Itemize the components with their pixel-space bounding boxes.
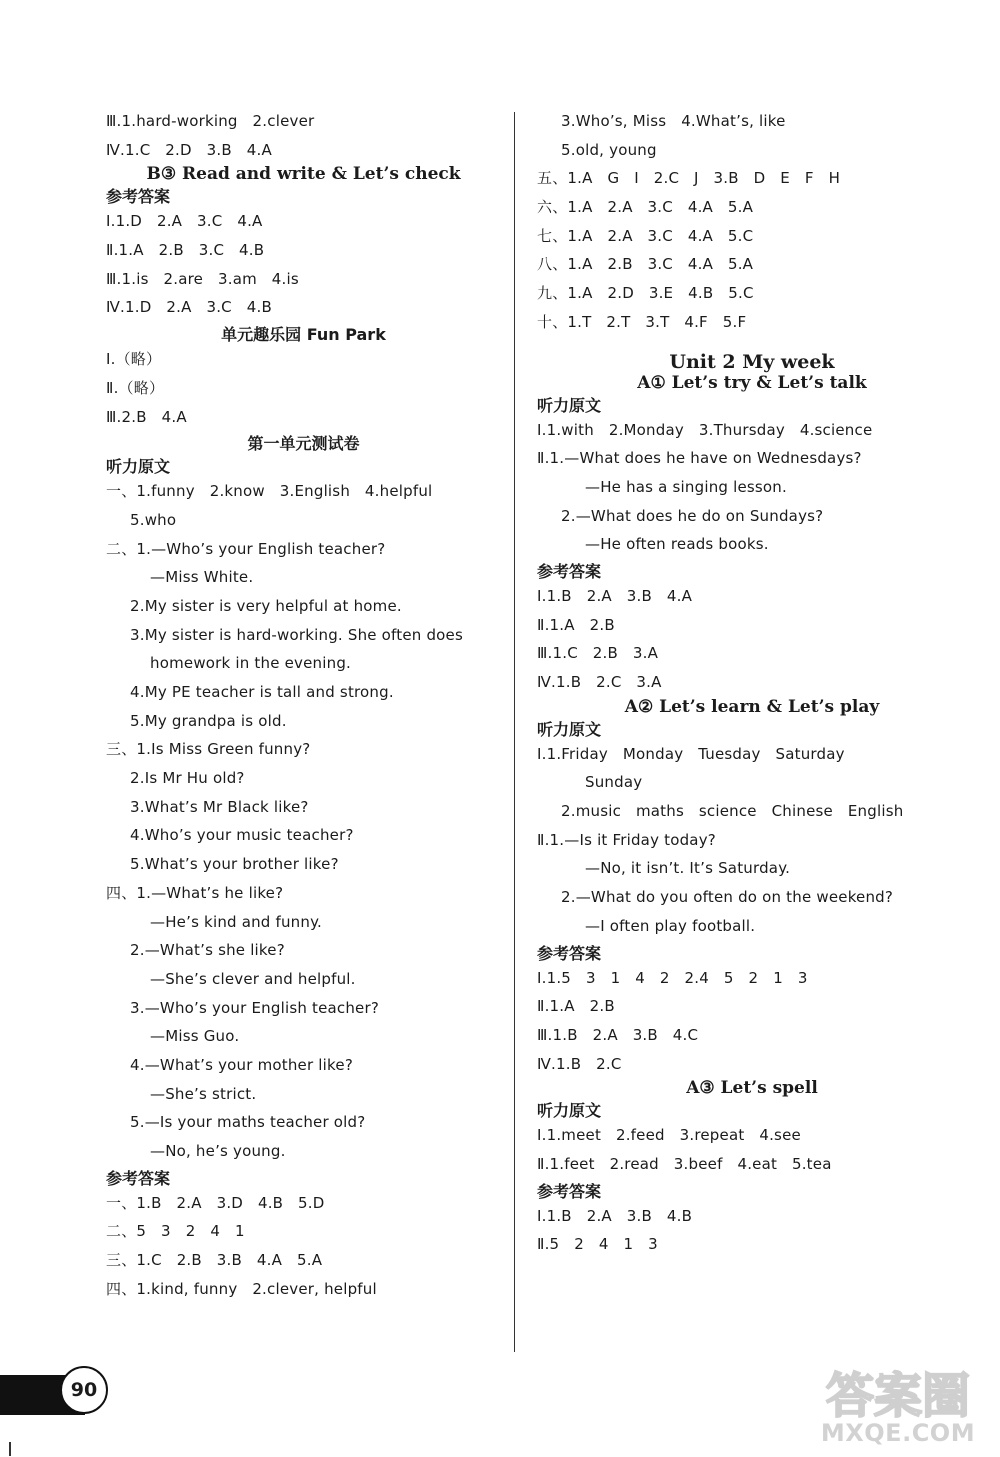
answer-line: Ⅳ.1.C 2.D 3.B 4.A <box>106 140 272 159</box>
watermark-site: MXQE.COM <box>820 1419 976 1447</box>
answer-line: 九、1.A 2.D 3.E 4.B 5.C <box>537 284 754 303</box>
answer-line: Ⅱ.（略） <box>106 378 165 397</box>
subsection-label: 参考答案 <box>106 1168 171 1188</box>
answer-line: 5.who <box>130 510 177 529</box>
answer-line: Ⅰ.1.meet 2.feed 3.repeat 4.see <box>537 1126 801 1145</box>
section-heading: 单元趣乐园 Fun Park <box>221 325 386 345</box>
answer-line: Ⅰ.1.with 2.Monday 3.Thursday 4.science <box>537 420 873 439</box>
answer-line: Ⅲ.2.B 4.A <box>106 407 187 426</box>
answer-line: Ⅰ.1.5 3 1 4 2 2.4 5 2 1 3 <box>537 968 808 987</box>
answer-line: Ⅱ.1.—What does he have on Wednesdays? <box>537 449 862 468</box>
right-column <box>537 107 967 1259</box>
answer-line: 四、1.—What’s he like? <box>106 883 284 902</box>
answer-line: —No, he’s young. <box>150 1142 286 1160</box>
answer-line: —He often reads books. <box>585 535 769 554</box>
answer-line: 六、1.A 2.A 3.C 4.A 5.A <box>537 198 754 217</box>
answer-line: Ⅱ.1.A 2.B 3.C 4.B <box>106 241 265 260</box>
answer-line: 5.old, young <box>561 140 657 159</box>
answer-line: Ⅱ.1.A 2.B <box>537 615 615 634</box>
subsection-label: 听力原文 <box>537 1101 602 1121</box>
answer-line: 2.Is Mr Hu old? <box>130 769 245 788</box>
subsection-label: 参考答案 <box>537 943 602 963</box>
answer-line: 5.—Is your maths teacher old? <box>130 1113 366 1132</box>
subsection-label: 参考答案 <box>106 187 171 207</box>
answer-line: 2.—What do you often do on the weekend? <box>561 888 894 907</box>
answer-line: Ⅳ.1.B 2.C 3.A <box>537 673 662 691</box>
section-heading: Unit 2 My week <box>669 350 835 373</box>
section-heading: A② Let’s learn & Let’s play <box>624 696 880 717</box>
answer-line: 一、1.B 2.A 3.D 4.B 5.D <box>106 1193 325 1212</box>
answer-line: —He’s kind and funny. <box>150 912 323 931</box>
answer-line: —I often play football. <box>585 916 756 935</box>
subsection-label: 听力原文 <box>106 457 171 477</box>
answer-line: —She’s clever and helpful. <box>150 969 356 988</box>
answer-line: Ⅳ.1.B 2.C <box>537 1054 622 1073</box>
page-edge-mark <box>9 1442 11 1456</box>
left-column <box>106 107 501 1303</box>
answer-line: 二、1.—Who’s your English teacher? <box>106 539 386 558</box>
answer-line: Ⅲ.1.C 2.B 3.A <box>537 644 659 663</box>
answer-line: Ⅳ.1.D 2.A 3.C 4.B <box>106 298 272 317</box>
subsection-label: 参考答案 <box>537 561 602 581</box>
answer-line: 3.—Who’s your English teacher? <box>130 998 380 1017</box>
answer-line: —Miss White. <box>150 568 254 587</box>
answer-line: Sunday <box>585 773 643 792</box>
answer-line: Ⅱ.5 2 4 1 3 <box>537 1235 658 1254</box>
answer-line: Ⅰ.1.B 2.A 3.B 4.B <box>537 1206 693 1225</box>
section-heading: 第一单元测试卷 <box>247 434 360 454</box>
answer-line: Ⅰ.1.B 2.A 3.B 4.A <box>537 586 693 605</box>
answer-line: Ⅱ.1.—Is it Friday today? <box>537 830 716 849</box>
answer-line: homework in the evening. <box>150 654 352 673</box>
answer-line: 五、1.A G I 2.C J 3.B D E F H <box>537 169 841 188</box>
section-heading: B③ Read and write & Let’s check <box>146 164 461 185</box>
subsection-label: 听力原文 <box>537 395 602 415</box>
answer-line: 3.What’s Mr Black like? <box>130 797 309 816</box>
answer-line: 3.Who’s, Miss 4.What’s, like <box>561 112 786 130</box>
answer-line: 十、1.T 2.T 3.T 4.F 5.F <box>537 312 747 331</box>
answer-line: 5.What’s your brother like? <box>130 855 339 874</box>
svg-text:答案圈: 答案圈 <box>825 1368 971 1420</box>
answer-line: Ⅱ.1.feet 2.read 3.beef 4.eat 5.tea <box>537 1154 832 1173</box>
page-number: 90 <box>60 1366 108 1414</box>
spacer <box>537 337 967 351</box>
answer-line: —Miss Guo. <box>150 1027 240 1046</box>
subsection-label: 听力原文 <box>537 719 602 739</box>
answer-line: 4.Who’s your music teacher? <box>130 826 354 845</box>
answer-line: 二、5 3 2 4 1 <box>106 1222 245 1241</box>
answer-line: Ⅲ.1.hard-working 2.clever <box>106 112 315 130</box>
watermark <box>808 1362 988 1447</box>
answer-line: —He has a singing lesson. <box>585 477 787 496</box>
section-heading: A③ Let’s spell <box>686 1078 818 1099</box>
answer-line: —She’s strict. <box>150 1084 257 1103</box>
subsection-label: 参考答案 <box>537 1181 602 1201</box>
answer-line: 三、1.C 2.B 3.B 4.A 5.A <box>106 1251 323 1270</box>
answer-line: 一、1.funny 2.know 3.English 4.helpful <box>106 482 433 501</box>
answer-line: Ⅰ.（略） <box>106 350 162 369</box>
answer-line: Ⅲ.1.is 2.are 3.am 4.is <box>106 269 299 288</box>
answer-line: 四、1.kind, funny 2.clever, helpful <box>106 1279 377 1298</box>
answer-line: Ⅱ.1.A 2.B <box>537 997 615 1016</box>
answer-line: Ⅰ.1.Friday Monday Tuesday Saturday <box>537 744 845 763</box>
answer-line: 三、1.Is Miss Green funny? <box>106 740 311 759</box>
answer-line: Ⅰ.1.D 2.A 3.C 4.A <box>106 212 263 231</box>
answer-line: 七、1.A 2.A 3.C 4.A 5.C <box>537 226 754 245</box>
answer-line: 2.My sister is very helpful at home. <box>130 596 402 615</box>
section-heading: A① Let’s try & Let’s talk <box>637 372 867 393</box>
answer-line: 3.My sister is hard-working. She often does <box>130 625 464 644</box>
answer-line: 2.music maths science Chinese English <box>561 802 904 821</box>
answer-line: 5.My grandpa is old. <box>130 711 287 730</box>
answer-line: 4.—What’s your mother like? <box>130 1055 353 1074</box>
answer-line: 4.My PE teacher is tall and strong. <box>130 683 394 701</box>
answer-line: 2.—What’s she like? <box>130 941 285 960</box>
answer-line: Ⅲ.1.B 2.A 3.B 4.C <box>537 1025 699 1044</box>
answer-line: —No, it isn’t. It’s Saturday. <box>585 859 791 878</box>
answer-line: 2.—What does he do on Sundays? <box>561 506 824 525</box>
watermark-logo-icon <box>808 1362 988 1420</box>
answer-line: 八、1.A 2.B 3.C 4.A 5.A <box>537 255 754 274</box>
column-divider <box>514 112 515 1352</box>
